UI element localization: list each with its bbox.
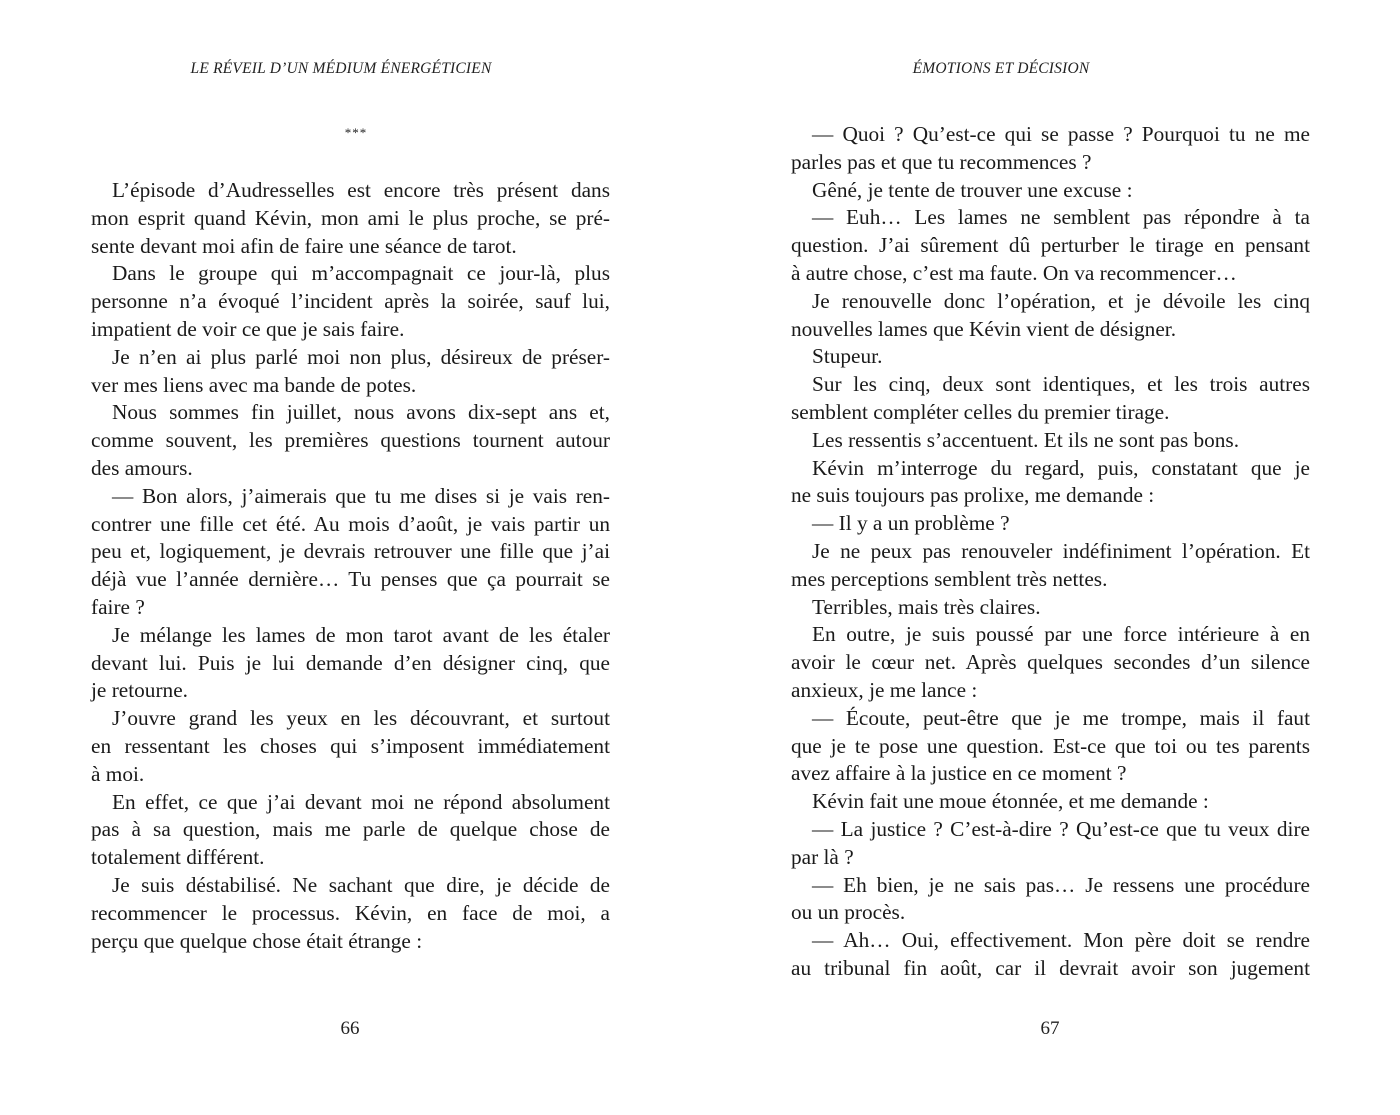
text-line: Je renouvelle donc l’opération, et je dévoile les cinq	[812, 288, 1310, 313]
right-page-text-block	[791, 121, 1310, 983]
text-line: — La justice ? C’est-à-dire ? Qu’est-ce que tu veux dire	[812, 816, 1310, 841]
text-line: avez affaire à la justice en ce moment ?	[791, 761, 1127, 786]
text-line: semblent compléter celles du premier tirage.	[791, 399, 1170, 424]
text-line: peu et, logiquement, je devrais retrouver une fille que j’ai	[91, 539, 610, 564]
text-line: comme souvent, les premières questions tournent autour	[91, 428, 610, 453]
text-line: au tribunal fin août, car il devrait avoir son jugement	[791, 955, 1310, 980]
text-line: recommencer le processus. Kévin, en face de moi, a	[91, 900, 610, 925]
text-line: contrer une fille cet été. Au mois d’août, je vais partir un	[91, 511, 610, 536]
text-line: — Écoute, peut-être que je me trompe, mais il faut	[812, 705, 1310, 730]
text-line: Gêné, je tente de trouver une excuse :	[812, 177, 1133, 202]
text-line: J’ouvre grand les yeux en les découvrant, et surtout	[112, 706, 610, 731]
text-line: — Il y a un problème ?	[812, 511, 1010, 536]
text-line: totalement différent.	[91, 845, 265, 870]
text-line: impatient de voir ce que je sais faire.	[91, 316, 405, 341]
text-line: En effet, ce que j’ai devant moi ne répond absolument	[112, 789, 610, 814]
text-line: que je te pose une question. Est-ce que toi ou tes parents	[791, 733, 1310, 758]
running-head-right: ÉMOTIONS ET DÉCISION	[912, 60, 1090, 77]
text-line: L’épisode d’Audresselles est encore très présent dans	[112, 178, 610, 202]
text-line: Dans le groupe qui m’accompagnait ce jour-là, plus	[112, 261, 610, 286]
text-line: — Bon alors, j’aimerais que tu me dises si je vais ren-	[112, 483, 610, 508]
text-line: perçu que quelque chose était étrange :	[91, 928, 423, 953]
text-line: Kévin fait une moue étonnée, et me demande :	[812, 789, 1209, 814]
text-line: anxieux, je me lance :	[791, 677, 978, 702]
text-line: mon esprit quand Kévin, mon ami le plus proche, se pré-	[91, 205, 610, 230]
text-line: parles pas et que tu recommences ?	[791, 149, 1092, 174]
text-line: sente devant moi afin de faire une séance de tarot.	[91, 233, 517, 258]
left-page-text-block	[91, 177, 610, 955]
page-number-left: 66	[340, 1018, 360, 1039]
text-line: — Eh bien, je ne sais pas… Je ressens une procédure	[812, 872, 1310, 897]
text-line: Les ressentis s’accentuent. Et ils ne sont pas bons.	[812, 427, 1240, 452]
text-line: Je n’en ai plus parlé moi non plus, désireux de préser-	[112, 344, 610, 369]
text-line: Kévin m’interroge du regard, puis, constatant que je	[812, 455, 1310, 480]
text-line: devant lui. Puis je lui demande d’en désigner cinq, que	[91, 650, 610, 675]
text-line: à moi.	[91, 761, 145, 786]
text-line: En outre, je suis poussé par une force intérieure à en	[812, 622, 1310, 647]
right-page	[700, 0, 1400, 1115]
text-line: Je ne peux pas renouveler indéfiniment l’opération. Et	[812, 538, 1310, 563]
text-line: mes perceptions semblent très nettes.	[791, 566, 1108, 591]
text-line: à autre chose, c’est ma faute. On va recommencer…	[791, 260, 1237, 285]
text-line: ou un procès.	[791, 900, 906, 925]
running-head-left: LE RÉVEIL D’UN MÉDIUM ÉNERGÉTICIEN	[190, 60, 492, 77]
page-number-right: 67	[1040, 1018, 1060, 1039]
text-line: pas à sa question, mais me parle de quelque chose de	[91, 817, 610, 842]
text-line: en ressentant les choses qui s’imposent immédiatement	[91, 733, 610, 758]
text-line: personne n’a évoqué l’incident après la soirée, sauf lui,	[91, 289, 610, 314]
text-line: — Euh… Les lames ne semblent pas répondre à ta	[812, 205, 1310, 230]
text-line: par là ?	[791, 844, 854, 869]
text-line: — Ah… Oui, effectivement. Mon père doit se rendre	[812, 928, 1310, 953]
text-line: Nous sommes fin juillet, nous avons dix-sept ans et,	[112, 400, 610, 425]
section-break-asterisks: ***	[344, 125, 368, 140]
text-line: Je suis déstabilisé. Ne sachant que dire, je décide de	[112, 872, 610, 897]
text-line: question. J’ai sûrement dû perturber le tirage en pensant	[791, 233, 1310, 258]
text-line: Sur les cinq, deux sont identiques, et les trois autres	[812, 372, 1310, 397]
text-line: des amours.	[91, 455, 193, 480]
text-line: déjà vue l’année dernière… Tu penses que ça pourrait se	[91, 567, 610, 592]
text-line: — Quoi ? Qu’est-ce qui se passe ? Pourquoi tu ne me	[812, 122, 1310, 146]
text-line: Je mélange les lames de mon tarot avant de les étaler	[112, 622, 610, 647]
text-line: ne suis toujours pas prolixe, me demande :	[791, 483, 1155, 508]
text-line: faire ?	[91, 594, 145, 619]
text-line: Terribles, mais très claires.	[812, 594, 1041, 619]
text-line: je retourne.	[91, 678, 188, 703]
text-line: avoir le cœur net. Après quelques secondes d’un silence	[791, 650, 1310, 675]
text-line: Stupeur.	[812, 344, 883, 369]
text-line: ver mes liens avec ma bande de potes.	[91, 372, 417, 397]
text-line: nouvelles lames que Kévin vient de désigner.	[791, 316, 1177, 341]
